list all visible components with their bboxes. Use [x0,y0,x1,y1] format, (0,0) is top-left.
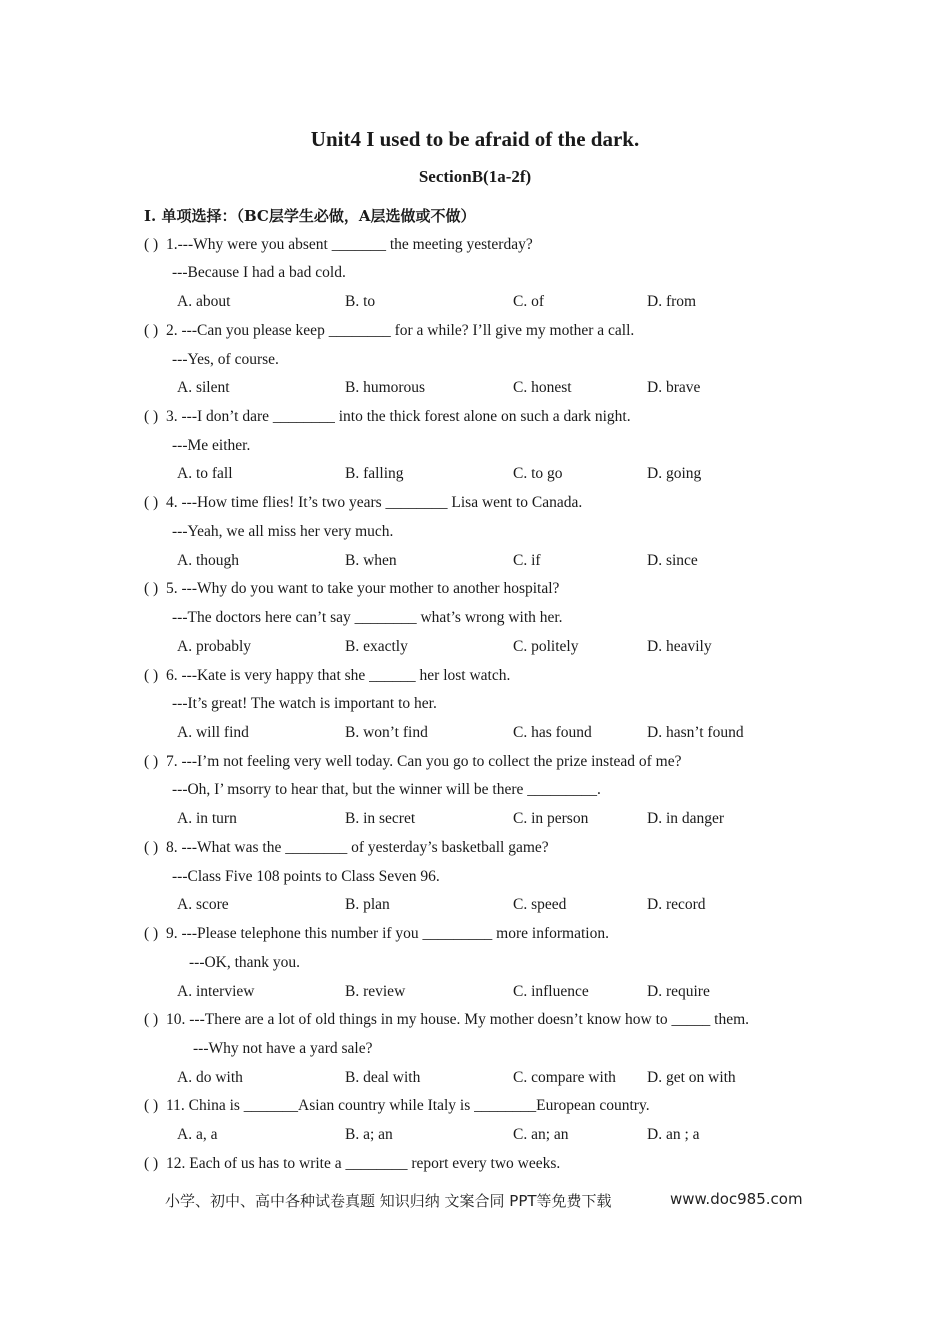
question-12-stem: 12. Each of us has to write a ________ report every two weeks. [166,1155,561,1172]
option-d: D. hasn’t found [647,724,744,741]
option-d: D. an ; a [647,1126,700,1143]
option-d: D. in danger [647,810,725,827]
answer-blank-4[interactable]: ( ) [144,494,159,511]
footer [165,1190,803,1211]
option-b: B. plan [345,896,390,913]
option-d: D. record [647,896,706,913]
option-d: D. brave [647,379,701,396]
question-5-stem: 5. ---Why do you want to take your mother to another hospital? [166,580,560,597]
question-2-reply: ---Yes, of course. [172,351,279,368]
option-a: A. will find [177,724,249,741]
option-d: D. get on with [647,1069,736,1086]
answer-blank-11[interactable]: ( ) [144,1097,159,1114]
option-a: A. though [177,552,239,569]
question-8-reply: ---Class Five 108 points to Class Seven 96. [172,868,440,885]
question-7-stem: 7. ---I’m not feeling very well today. Can you go to collect the prize instead of me? [166,753,682,770]
option-c: C. in person [513,810,589,827]
answer-blank-10[interactable]: ( ) [144,1011,159,1028]
answer-blank-12[interactable]: ( ) [144,1155,159,1172]
answer-blank-5[interactable]: ( ) [144,580,159,597]
option-d: D. heavily [647,638,712,655]
option-b: B. falling [345,465,404,482]
option-c: C. compare with [513,1069,616,1086]
option-c: C. politely [513,638,579,655]
option-b: B. to [345,293,376,310]
option-d: D. from [647,293,697,310]
option-c: C. of [513,293,544,310]
option-a: A. to fall [177,465,233,482]
answer-blank-1[interactable]: ( ) [144,236,159,253]
question-2-stem: 2. ---Can you please keep ________ for a while? I’ll give my mother a call. [166,322,635,339]
page-title: Unit4 I used to be afraid of the dark. [310,127,640,151]
option-b: B. won’t find [345,724,428,741]
option-a: A. silent [177,379,230,396]
option-d: D. require [647,983,710,1000]
question-8-stem: 8. ---What was the ________ of yesterday’s basketball game? [166,839,549,856]
option-a: A. a, a [177,1126,218,1143]
option-a: A. do with [177,1069,243,1086]
question-3-stem: 3. ---I don’t dare ________ into the thick forest alone on such a dark night. [166,408,631,425]
question-6-reply: ---It’s great! The watch is important to her. [172,695,437,712]
option-b: B. when [345,552,397,569]
question-10-reply: ---Why not have a yard sale? [193,1040,373,1057]
question-1-stem: 1.---Why were you absent _______ the meeting yesterday? [166,236,533,253]
option-b: B. deal with [345,1069,421,1086]
page-subtitle: SectionB(1a-2f) [418,167,532,186]
question-11-stem: 11. China is _______Asian country while Italy is ________European country. [166,1097,650,1114]
option-c: C. if [513,552,541,569]
answer-blank-3[interactable]: ( ) [144,408,159,425]
option-a: A. about [177,293,231,310]
answer-blank-7[interactable]: ( ) [144,753,159,770]
answer-blank-8[interactable]: ( ) [144,839,159,856]
option-b: B. in secret [345,810,416,827]
option-b: B. review [345,983,406,1000]
question-9-stem: 9. ---Please telephone this number if you _________ more information. [166,925,609,942]
option-a: A. in turn [177,810,237,827]
section-heading: I. 单项选择：（BC层学生必做，A层选做或不做） [144,207,476,225]
answer-blank-2[interactable]: ( ) [144,322,159,339]
option-a: A. score [177,896,229,913]
option-c: C. has found [513,724,592,741]
option-a: A. probably [177,638,252,655]
question-5-reply: ---The doctors here can’t say ________ what’s wrong with her. [172,609,563,626]
question-1-reply: ---Because I had a bad cold. [172,264,346,281]
option-d: D. since [647,552,698,569]
question-10-stem: 10. ---There are a lot of old things in my house. My mother doesn’t know how to _____ them. [166,1011,750,1028]
question-9-reply: ---OK, thank you. [189,954,301,971]
option-c: C. honest [513,379,572,396]
question-7-reply: ---Oh, I’ msorry to hear that, but the winner will be there _________. [172,781,601,798]
footer-text: 小学、初中、高中各种试卷真题 知识归纳 文案合同 PPT等免费下载 [165,1192,612,1210]
option-b: B. exactly [345,638,408,655]
option-c: C. influence [513,983,589,1000]
answer-blank-9[interactable]: ( ) [144,925,159,942]
question-6-stem: 6. ---Kate is very happy that she ______ her lost watch. [166,667,511,684]
option-b: B. humorous [345,379,426,396]
option-b: B. a; an [345,1126,393,1143]
question-4-stem: 4. ---How time flies! It’s two years ________ Lisa went to Canada. [166,494,583,511]
question-4-reply: ---Yeah, we all miss her very much. [172,523,394,540]
option-c: C. speed [513,896,567,913]
answer-blank-6[interactable]: ( ) [144,667,159,684]
option-c: C. an; an [513,1126,569,1143]
option-c: C. to go [513,465,563,482]
option-a: A. interview [177,983,255,1000]
footer-url[interactable]: www.doc985.com [670,1190,803,1208]
option-d: D. going [647,465,702,482]
question-3-reply: ---Me either. [172,437,251,454]
